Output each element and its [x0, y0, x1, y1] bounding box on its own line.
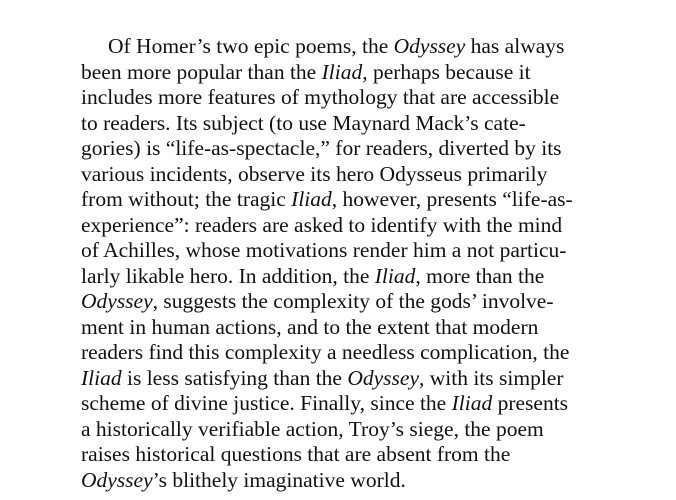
passage-text: , perhaps because it — [362, 59, 531, 84]
passage-text: , suggests the complexity of the gods’ involve- — [152, 289, 554, 313]
passage-text: raises historical questions that are absent from the — [81, 442, 511, 466]
passage-text: ment in human actions, and to the extent that modern — [81, 314, 539, 339]
italic-title-text: Iliad — [451, 391, 493, 415]
passage-text: , with its simpler — [418, 365, 564, 390]
passage-text: gories) is “life-as-spectacle,” for readers, diverted by its — [81, 136, 562, 160]
italic-title-text: Iliad — [321, 59, 363, 84]
passage-text: experience”: readers are asked to identify with the mind — [81, 212, 563, 237]
passage-line — [81, 187, 641, 213]
passage-line — [81, 289, 641, 315]
passage-text: a historically verifiable action, Troy’s siege, the poem — [81, 416, 544, 441]
passage-line — [81, 391, 641, 417]
passage-text: larly likable hero. In addition, the — [81, 263, 375, 288]
passage-line — [81, 213, 641, 239]
passage-text: various incidents, observe its hero Odysseus primarily — [81, 161, 548, 186]
passage-line — [81, 136, 641, 162]
passage-text: , more than the — [415, 263, 545, 288]
passage-line — [81, 340, 641, 366]
italic-title-text: Odyssey — [393, 34, 466, 58]
passage-text: been more popular than the — [81, 59, 322, 84]
passage-line — [81, 468, 641, 494]
passage-line — [81, 85, 641, 111]
passage-line — [81, 264, 641, 290]
passage-text: scheme of divine justice. Finally, since the — [81, 391, 452, 415]
italic-title-text: Odyssey — [81, 467, 153, 492]
passage-text: from without; the tragic — [81, 187, 292, 211]
italic-title-text: Odyssey — [81, 289, 153, 313]
passage-text: to readers. Its subject (to use Maynard Mack’s cate- — [81, 110, 526, 135]
passage-line — [81, 417, 641, 443]
passage-text: includes more features of mythology that are accessible — [81, 85, 560, 109]
italic-title-text: Iliad — [291, 187, 332, 211]
passage-line — [81, 34, 641, 60]
passage-line — [81, 442, 641, 468]
passage-line — [81, 238, 641, 264]
passage-text: ’s blithely imaginative world. — [152, 467, 406, 492]
italic-title-text: Iliad — [81, 365, 122, 390]
passage-text: , however, presents “life-as- — [331, 187, 573, 211]
passage-line — [81, 315, 641, 341]
passage-text: is less satisfying than the — [121, 365, 348, 390]
passage-paragraph — [81, 34, 641, 493]
passage-line — [81, 111, 641, 137]
passage-text: has always — [465, 34, 565, 58]
passage-line — [81, 162, 641, 188]
passage-text: presents — [492, 391, 569, 415]
passage-text: of Achilles, whose motivations render him a not particu- — [81, 238, 567, 262]
italic-title-text: Odyssey — [347, 365, 419, 390]
passage-text: readers find this complexity a needless complication, the — [81, 340, 570, 364]
passage-text: Of Homer’s two epic poems, the — [108, 34, 394, 58]
italic-title-text: Iliad — [374, 263, 416, 288]
passage-line — [81, 60, 641, 86]
passage-line — [81, 366, 641, 392]
